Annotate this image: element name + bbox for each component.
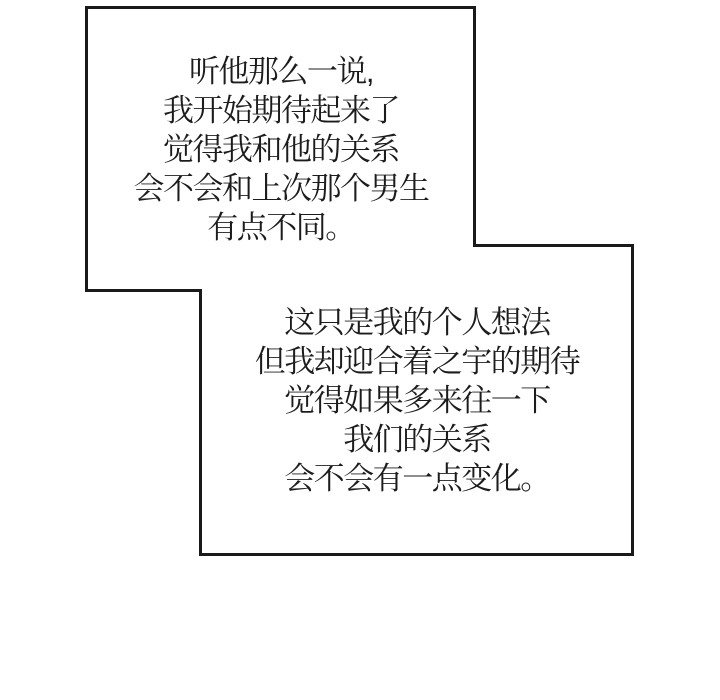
narration-line: 这只是我的个人想法 [284, 305, 550, 340]
narration-line: 听他那么一说, [188, 54, 374, 89]
narration-box-bottom [202, 247, 632, 554]
narration-line: 我们的关系 [343, 422, 491, 457]
narration-line: 觉得如果多来往一下 [284, 383, 550, 418]
narration-line: 会不会和上次那个男生 [133, 171, 429, 206]
narration-line: 但我却迎合着之宇的期待 [254, 344, 580, 379]
narration-line: 有点不同。 [207, 210, 355, 245]
narration-line: 我开始期待起来了 [163, 93, 399, 128]
narration-line: 觉得我和他的关系 [163, 132, 399, 167]
narration-line: 会不会有一点变化。 [284, 461, 550, 496]
